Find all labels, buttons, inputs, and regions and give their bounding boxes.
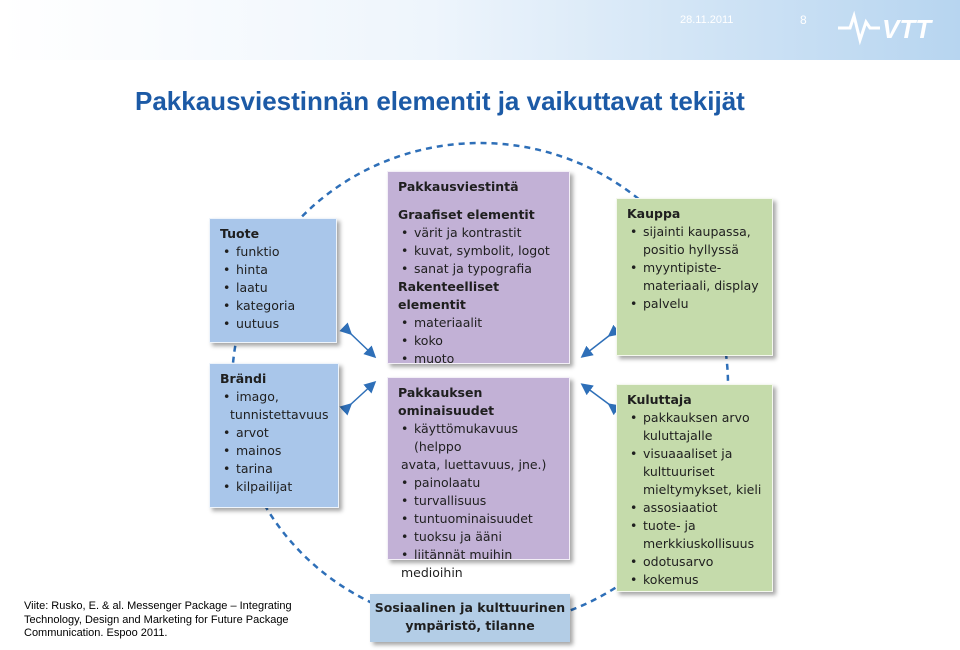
- list-item: • kategoria: [236, 297, 326, 315]
- kauppa-list: [627, 223, 762, 313]
- list-item: • odotusarvo: [643, 553, 762, 571]
- list-item: • kokemus: [643, 571, 762, 589]
- tuote-list: [220, 243, 326, 333]
- tuote-heading: Tuote: [220, 226, 260, 241]
- sosiaalinen-box: [370, 594, 570, 642]
- kuluttaja-list: [627, 409, 762, 589]
- list-item: • arvot: [236, 424, 328, 442]
- list-item: materiaali, display: [643, 278, 759, 293]
- list-item: • uutuus: [236, 315, 326, 333]
- list-item: tunnistettavuus: [230, 407, 329, 422]
- list-item: • pakkauksen arvo: [643, 409, 762, 427]
- list-item: • hinta: [236, 261, 326, 279]
- list-item: • turvallisuus: [414, 492, 559, 510]
- brandi-heading: Brändi: [220, 371, 267, 386]
- kauppa-heading: Kauppa: [627, 206, 681, 221]
- rakenteelliset-heading: Rakenteelliset elementit: [398, 279, 500, 312]
- list-item: • käyttömukavuus (helppo: [414, 420, 559, 456]
- sosiaalinen-line1: Sosiaalinen ja kulttuurinen: [374, 600, 566, 615]
- list-item: • tuntuominaisuudet: [414, 510, 559, 528]
- vtt-logo-text: VTT: [882, 14, 932, 44]
- list-item: • myyntipiste-: [643, 259, 762, 277]
- sosiaalinen-line2: ympäristö, tilanne: [405, 618, 535, 633]
- list-item: kuluttajalle: [643, 428, 713, 443]
- kauppa-box: [616, 198, 773, 356]
- list-item: • funktio: [236, 243, 326, 261]
- list-item: • kilpailijat: [236, 478, 328, 496]
- list-item: merkkiuskollisuus: [643, 536, 755, 551]
- citation-text: Viite: Rusko, E. & al. Messenger Package – Integrating Technology, Design and Marketing for Future Package Communication. Espoo 2011.: [24, 600, 292, 639]
- list-item: • värit ja kontrastit: [414, 224, 559, 242]
- list-item: • laatu: [236, 279, 326, 297]
- list-item: • imago,: [236, 388, 328, 406]
- list-item: • muoto: [414, 350, 559, 368]
- list-item: • sijainti kaupassa,: [643, 223, 762, 241]
- list-item: • tuote- ja: [643, 517, 762, 535]
- ominaisuudet-list: [398, 420, 559, 582]
- list-item: • materiaalit: [414, 314, 559, 332]
- slide-date: 28.11.2011: [680, 14, 734, 26]
- pakkausviestinta-heading: Pakkausviestintä: [398, 179, 519, 194]
- list-item: • painolaatu: [414, 474, 559, 492]
- list-item: • visuaaaliset ja: [643, 445, 762, 463]
- list-item: positio hyllyssä: [643, 242, 739, 257]
- kuluttaja-heading: Kuluttaja: [627, 392, 692, 407]
- arrow-tuote-viestinta: [350, 333, 374, 356]
- ominaisuudet-box: [387, 377, 570, 580]
- graafiset-list: [398, 224, 559, 278]
- list-item: • palvelu: [643, 295, 762, 313]
- page-title: Pakkausviestinnän elementit ja vaikuttavat tekijät: [135, 86, 745, 116]
- brandi-box: [209, 363, 339, 508]
- arrow-kuluttaja-ominaisuudet: [583, 385, 610, 405]
- list-item: kulttuuriset: [643, 464, 715, 479]
- list-item: • tuoksu ja ääni: [414, 528, 559, 546]
- list-item: • tarina: [236, 460, 328, 478]
- list-item: • assosiaatiot: [643, 499, 762, 517]
- list-item: • mainos: [236, 442, 328, 460]
- brandi-list: [220, 388, 328, 496]
- list-item: mieltymykset, kieli: [643, 482, 762, 497]
- page-number: 8: [800, 13, 807, 27]
- list-item: • kuvat, symbolit, logot: [414, 242, 559, 260]
- rakenteelliset-list: [398, 314, 559, 368]
- list-item: • koko: [414, 332, 559, 350]
- list-item: • sanat ja typografia: [414, 260, 559, 278]
- arrow-kauppa-viestinta: [583, 335, 610, 356]
- kuluttaja-box: [616, 384, 773, 592]
- arrow-brandi-ominaisuudet: [350, 383, 374, 405]
- pakkausviestinta-box: [387, 171, 570, 364]
- ominaisuudet-heading: Pakkauksen ominaisuudet: [398, 385, 495, 418]
- list-item: medioihin: [401, 565, 463, 580]
- graafiset-heading: Graafiset elementit: [398, 207, 535, 222]
- tuote-box: [209, 218, 337, 343]
- list-item: • liitännät muihin: [414, 546, 559, 564]
- list-item: avata, luettavuus, jne.): [401, 457, 547, 472]
